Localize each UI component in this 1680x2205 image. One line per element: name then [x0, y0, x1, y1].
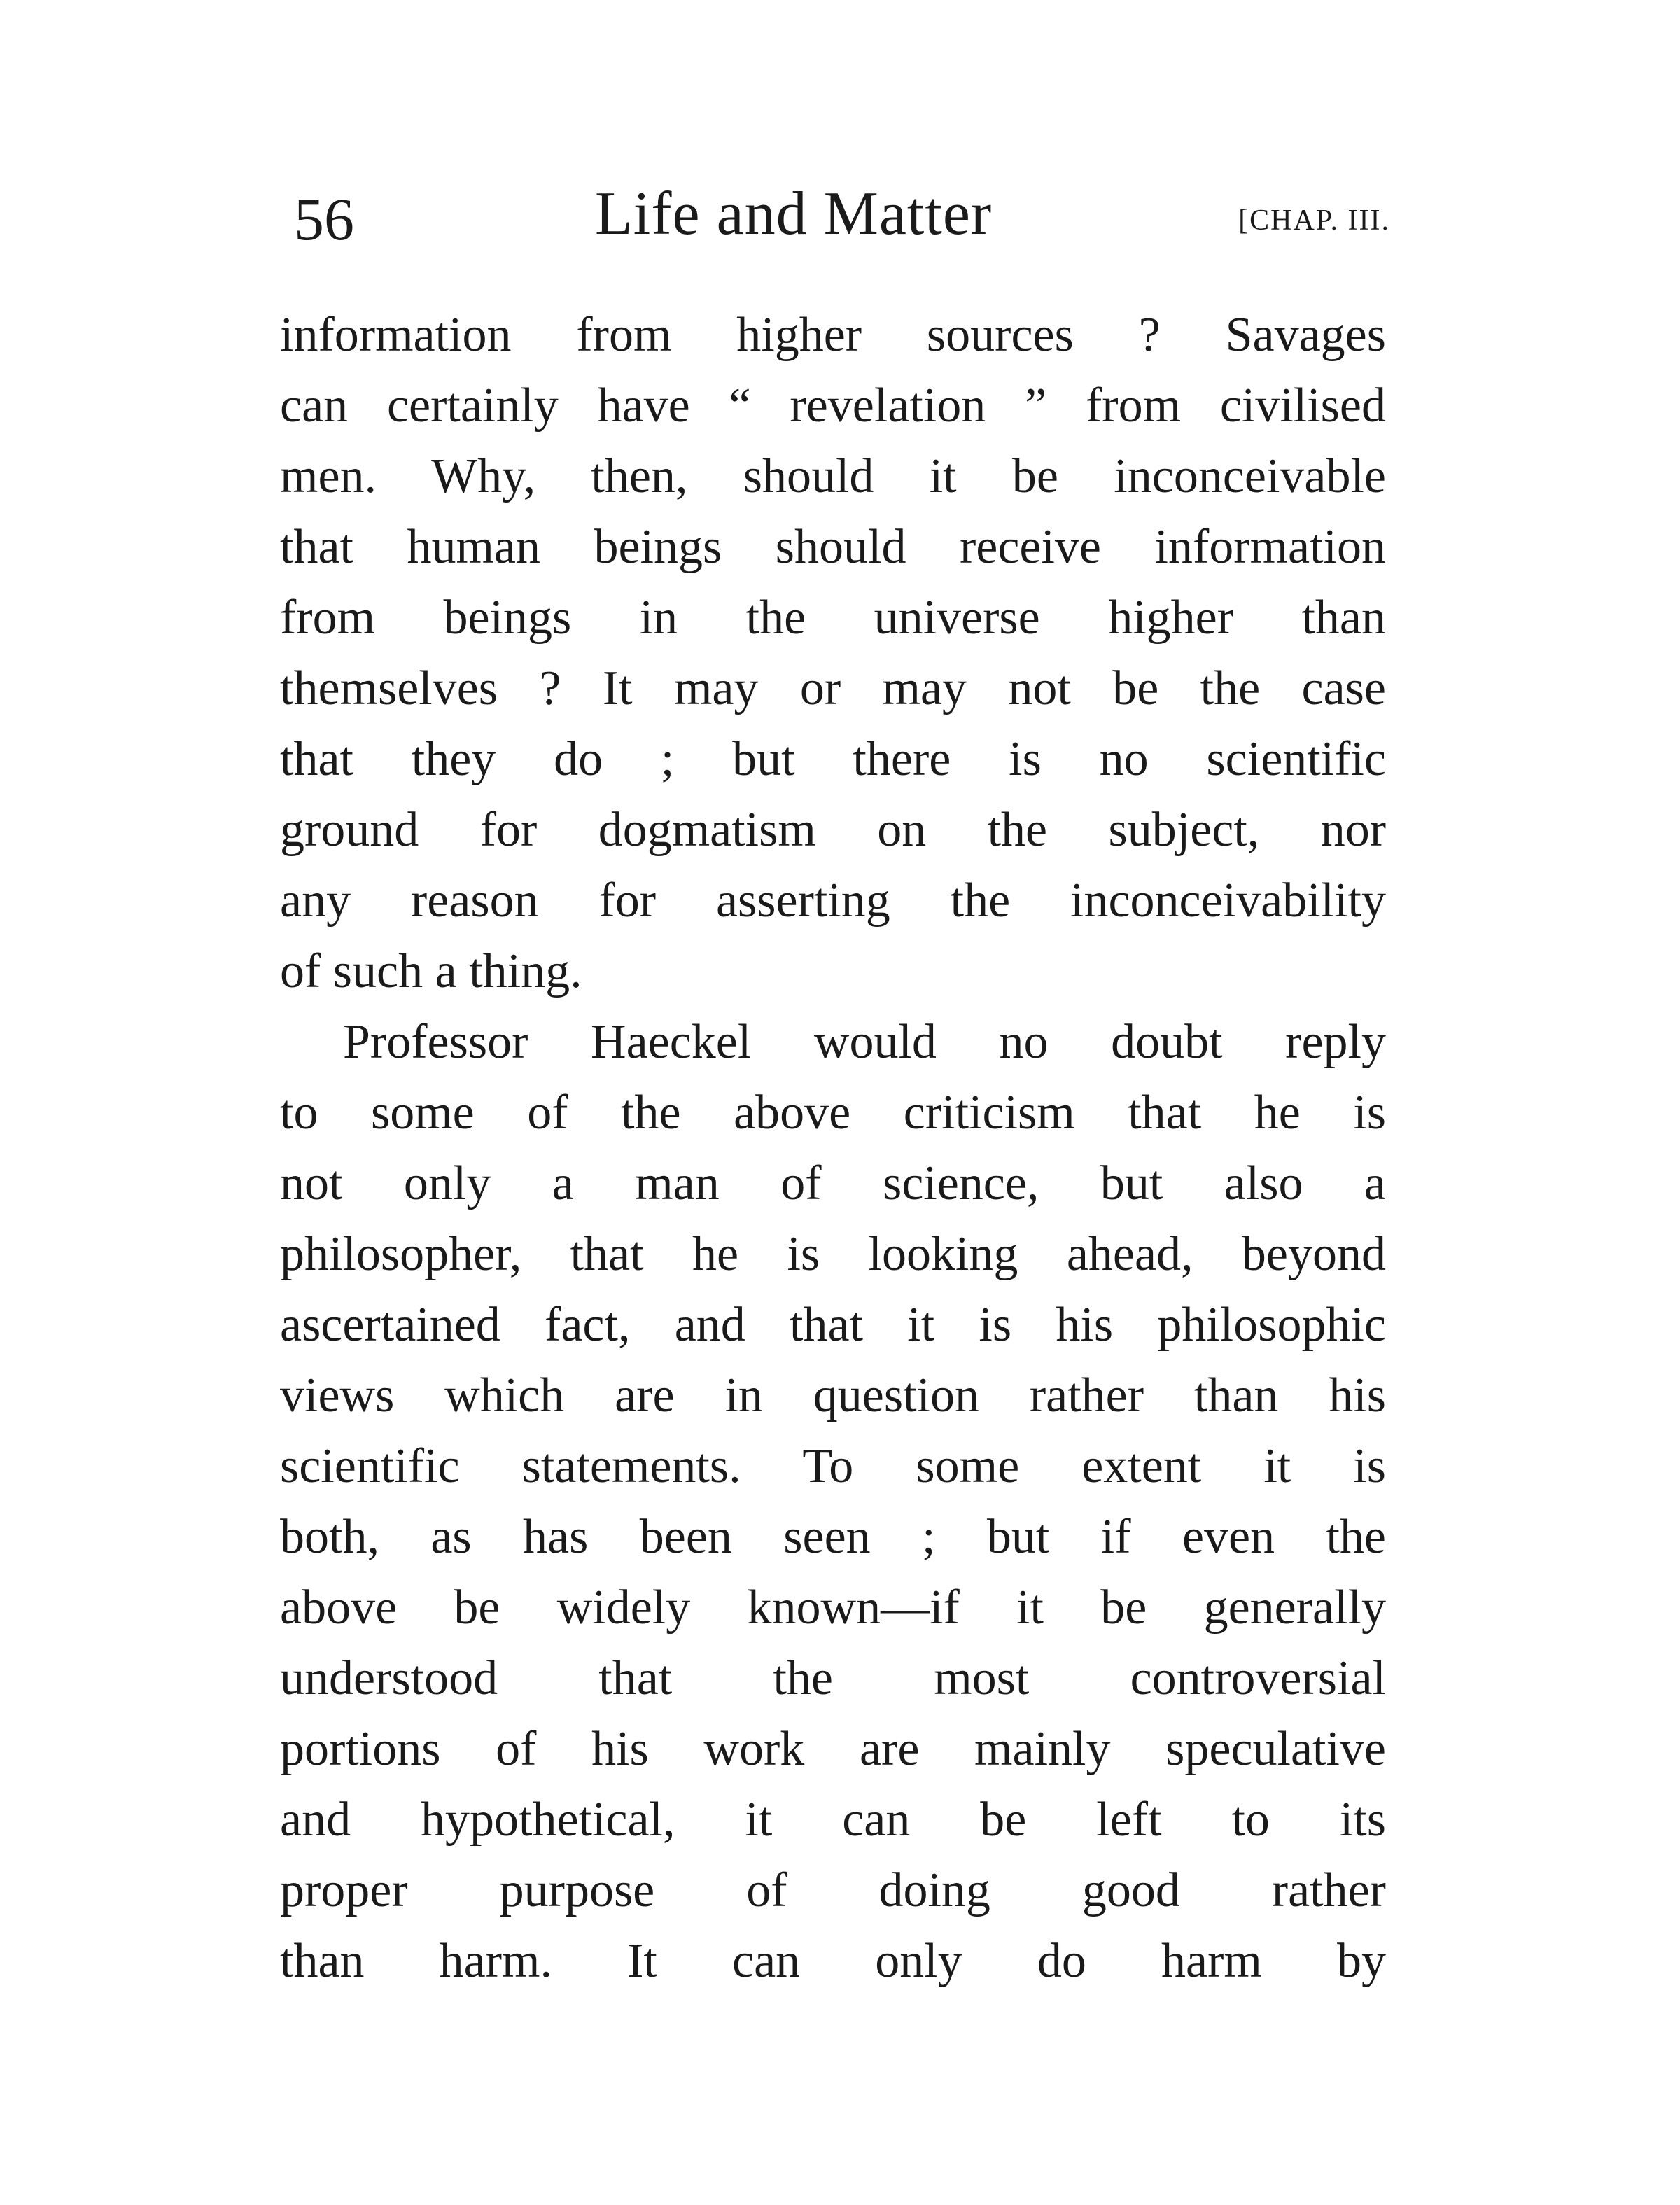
text-line: not only a man of science, but also a — [280, 1156, 1386, 1210]
text-line: men. Why, then, should it be inconceivable — [280, 449, 1386, 503]
text-line: to some of the above criticism that he is — [280, 1086, 1386, 1140]
paragraph-2 — [280, 1007, 1386, 1996]
text-line: of such a thing. — [280, 944, 582, 998]
text-line: ground for dogmatism on the subject, nor — [280, 803, 1386, 857]
text-line: that they do ; but there is no scientific — [280, 732, 1386, 786]
text-line: any reason for asserting the inconceivability — [280, 874, 1386, 927]
text-line: both, as has been seen ; but if even the — [280, 1510, 1386, 1564]
text-line: than harm. It can only do harm by — [280, 1934, 1386, 1988]
text-line: and hypothetical, it can be left to its — [280, 1793, 1386, 1847]
text-line: understood that the most controversial — [280, 1651, 1386, 1705]
page-number: 56 — [294, 186, 354, 253]
text-line: Professor Haeckel would no doubt reply — [343, 1015, 1386, 1069]
text-line: that human beings should receive information — [280, 520, 1386, 574]
text-line: information from higher sources ? Savages — [280, 308, 1386, 362]
text-line: themselves ? It may or may not be the case — [280, 662, 1386, 715]
text-line: proper purpose of doing good rather — [280, 1863, 1386, 1917]
chapter-reference: [CHAP. III. — [1238, 204, 1390, 237]
paragraph-1 — [280, 300, 1386, 1007]
text-line: above be widely known—if it be generally — [280, 1581, 1386, 1634]
text-line: scientific statements. To some extent it is — [280, 1439, 1386, 1493]
running-head — [280, 175, 1393, 266]
text-line: ascertained fact, and that it is his philosophic — [280, 1298, 1386, 1352]
running-title: Life and Matter — [595, 180, 993, 248]
text-line: portions of his work are mainly speculative — [280, 1722, 1386, 1776]
text-line: philosopher, that he is looking ahead, beyond — [280, 1227, 1386, 1281]
body-text — [280, 300, 1386, 1996]
text-line: can certainly have “ revelation ” from civilised — [280, 379, 1386, 433]
text-line: from beings in the universe higher than — [280, 591, 1386, 645]
text-line: views which are in question rather than his — [280, 1368, 1386, 1422]
